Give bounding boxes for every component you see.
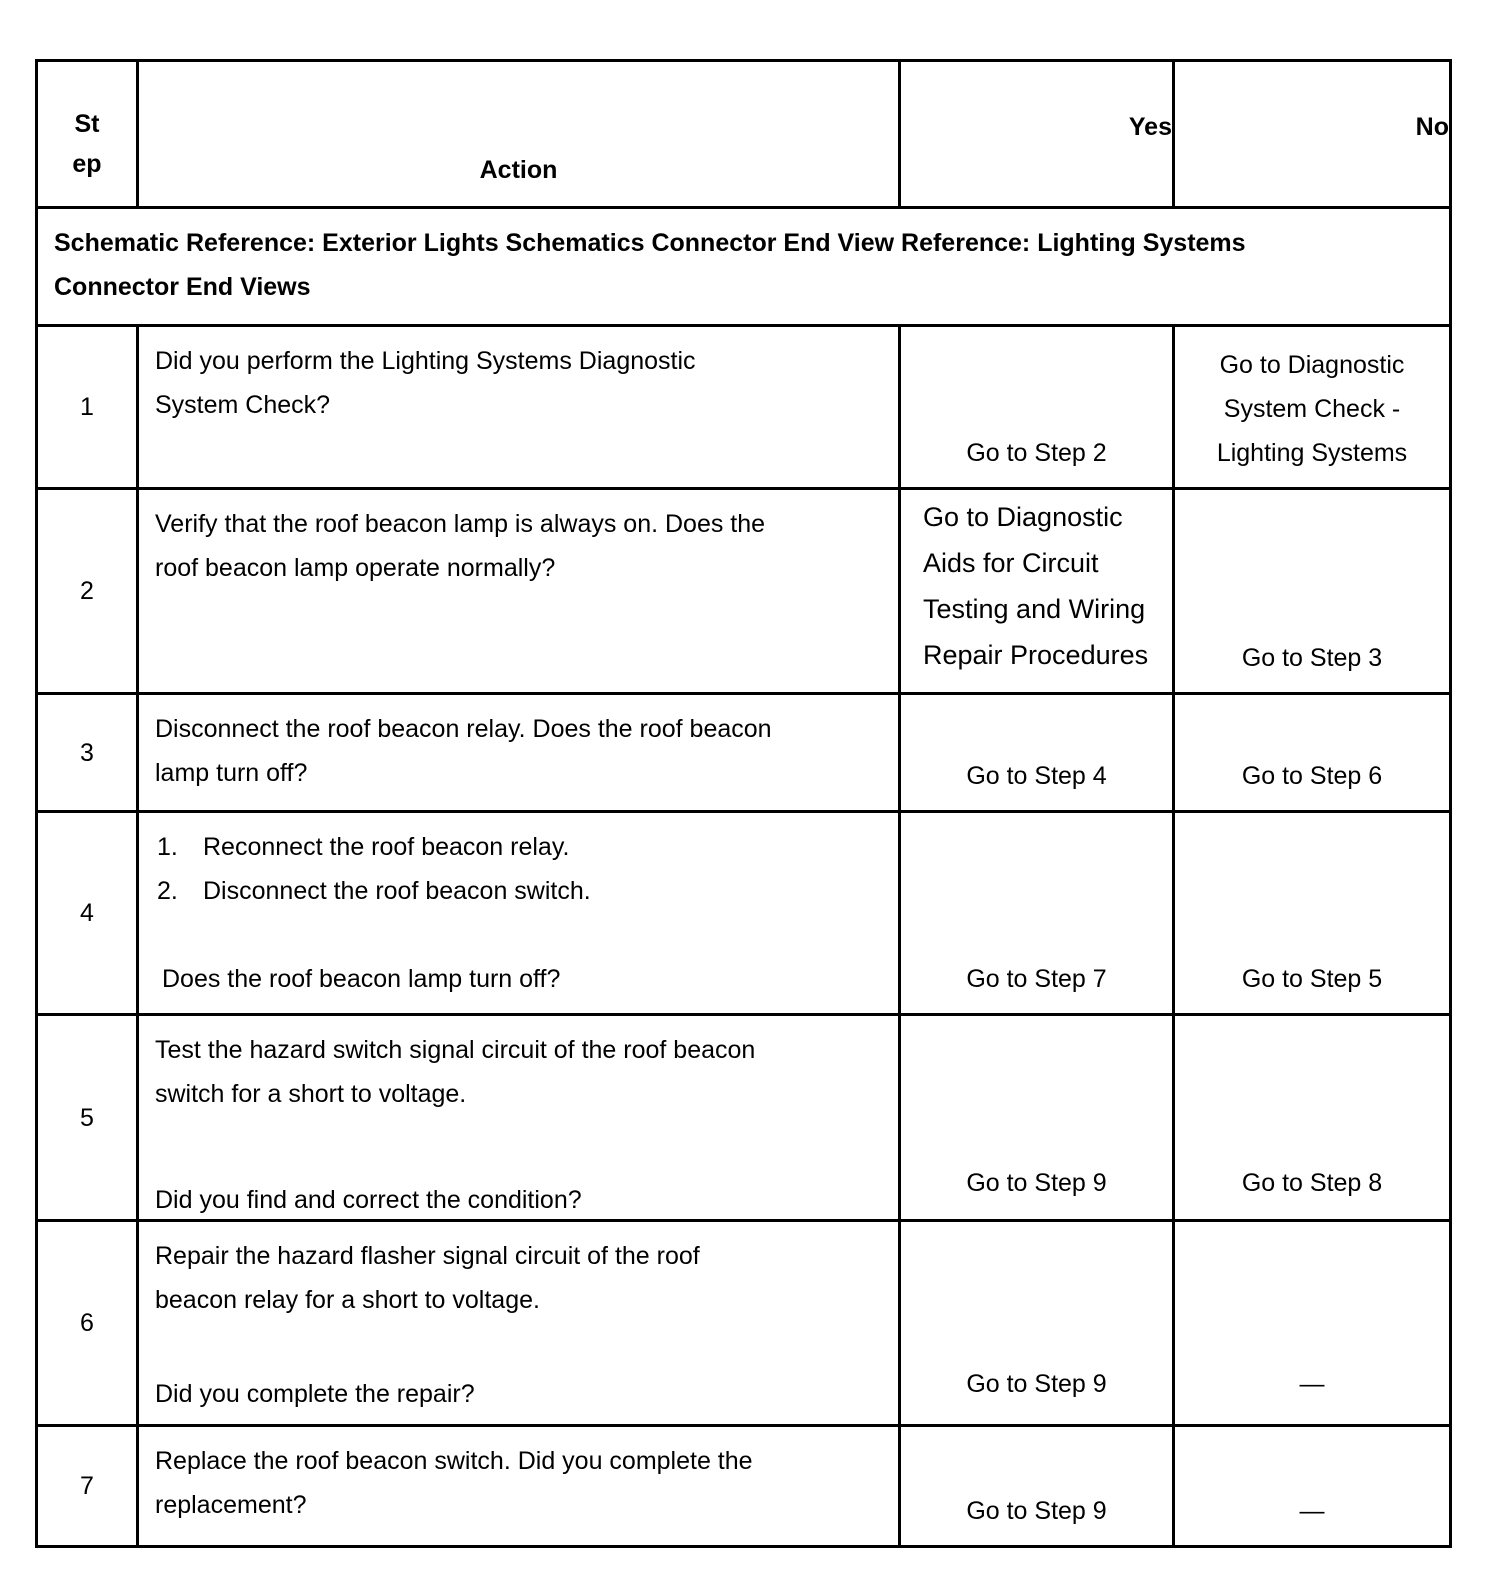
action-list-item xyxy=(155,825,882,869)
action-cell xyxy=(139,1222,901,1424)
yes-cell xyxy=(901,1222,1175,1424)
yes-cell xyxy=(901,490,1175,692)
table-row xyxy=(38,1016,1449,1222)
spacer xyxy=(155,1116,882,1178)
action-line: Disconnect the roof beacon relay. Does the roof beacon xyxy=(155,715,772,743)
table-header-row xyxy=(38,62,1449,209)
no-link-diagnostic-system-check[interactable]: Go to Diagnostic xyxy=(1219,351,1405,379)
action-line: Repair the hazard flasher signal circuit of the roof xyxy=(155,1242,700,1270)
action-cell xyxy=(139,813,901,1013)
spacer xyxy=(155,913,882,957)
yes-link-line[interactable]: Testing and Wiring xyxy=(923,594,1146,624)
list-number: 2. xyxy=(157,877,178,905)
no-cell xyxy=(1175,1427,1449,1545)
yes-cell xyxy=(901,1016,1175,1219)
yes-link-step-4[interactable]: Go to Step 4 xyxy=(966,762,1107,790)
action-line: Replace the roof beacon switch. Did you complete the xyxy=(155,1447,753,1475)
table-row xyxy=(38,490,1449,695)
action-line: Verify that the roof beacon lamp is always on. Does the xyxy=(155,510,766,538)
action-question: Does the roof beacon lamp turn off? xyxy=(162,965,561,993)
step-number: 1 xyxy=(38,327,139,487)
table-row xyxy=(38,1222,1449,1427)
step-number: 7 xyxy=(38,1427,139,1545)
action-cell xyxy=(139,1427,901,1545)
yes-link-diagnostic-aids[interactable]: Go to Diagnostic xyxy=(923,502,1123,532)
step-number: 3 xyxy=(38,695,139,810)
list-text: Reconnect the roof beacon relay. xyxy=(203,833,570,861)
no-cell xyxy=(1175,695,1449,810)
action-list-item xyxy=(155,869,882,913)
yes-link-step-9[interactable]: Go to Step 9 xyxy=(966,1370,1107,1398)
action-line: Did you perform the Lighting Systems Diagnostic xyxy=(155,347,696,375)
list-number: 1. xyxy=(157,833,178,861)
schematic-reference-row xyxy=(38,209,1449,327)
yes-link-line[interactable]: Aids for Circuit xyxy=(923,548,1099,578)
header-step-line1: St xyxy=(74,110,100,138)
no-dash: — xyxy=(1299,1497,1325,1525)
yes-link-step-9[interactable]: Go to Step 9 xyxy=(966,1169,1107,1197)
action-cell xyxy=(139,327,901,487)
header-step-line2: ep xyxy=(72,150,102,178)
table-row xyxy=(38,813,1449,1016)
yes-cell xyxy=(901,813,1175,1013)
yes-link-step-2[interactable]: Go to Step 2 xyxy=(966,439,1107,467)
header-action: Action xyxy=(139,62,901,206)
table-row xyxy=(38,1427,1449,1545)
header-step xyxy=(38,62,139,206)
table-row xyxy=(38,695,1449,813)
yes-cell xyxy=(901,695,1175,810)
no-link-step-5[interactable]: Go to Step 5 xyxy=(1241,965,1383,993)
no-dash: — xyxy=(1299,1370,1325,1398)
step-number: 5 xyxy=(38,1016,139,1219)
step-number: 6 xyxy=(38,1222,139,1424)
no-link-line[interactable]: System Check - xyxy=(1223,395,1401,423)
list-text: Disconnect the roof beacon switch. xyxy=(203,877,591,905)
no-link-step-8[interactable]: Go to Step 8 xyxy=(1241,1169,1383,1197)
no-link-step-3[interactable]: Go to Step 3 xyxy=(1241,644,1383,672)
no-cell xyxy=(1175,1222,1449,1424)
action-cell xyxy=(139,490,901,692)
no-cell xyxy=(1175,327,1449,487)
schematic-reference xyxy=(38,209,1262,324)
action-cell xyxy=(139,1016,901,1219)
yes-link-step-7[interactable]: Go to Step 7 xyxy=(966,965,1107,993)
schematic-reference-line1: Schematic Reference: Exterior Lights Schematics Connector End View Reference: Lighting Systems xyxy=(54,229,1246,257)
yes-cell xyxy=(901,1427,1175,1545)
action-line: Test the hazard switch signal circuit of the roof beacon xyxy=(155,1036,756,1064)
schematic-reference-line2: Connector End Views xyxy=(54,273,311,301)
action-line: lamp turn off? xyxy=(155,759,308,787)
action-line: beacon relay for a short to voltage. xyxy=(155,1286,540,1314)
action-line: switch for a short to voltage. xyxy=(155,1080,467,1108)
yes-link-step-9[interactable]: Go to Step 9 xyxy=(966,1497,1107,1525)
no-cell xyxy=(1175,813,1449,1013)
header-yes: Yes xyxy=(901,62,1175,206)
action-line: replacement? xyxy=(155,1491,307,1519)
action-question: Did you find and correct the condition? xyxy=(155,1186,582,1214)
no-link-line[interactable]: Lighting Systems xyxy=(1216,439,1408,467)
step-number: 2 xyxy=(38,490,139,692)
yes-cell xyxy=(901,327,1175,487)
diagnostic-table xyxy=(35,59,1452,1548)
action-cell xyxy=(139,695,901,810)
no-cell xyxy=(1175,1016,1449,1219)
header-no: No xyxy=(1415,113,1449,141)
yes-link-line[interactable]: Repair Procedures xyxy=(923,640,1149,670)
action-line: roof beacon lamp operate normally? xyxy=(155,554,556,582)
table-row xyxy=(38,327,1449,490)
step-number: 4 xyxy=(38,813,139,1013)
no-link-step-6[interactable]: Go to Step 6 xyxy=(1241,762,1383,790)
no-cell xyxy=(1175,490,1449,692)
spacer xyxy=(155,1322,882,1372)
action-question: Did you complete the repair? xyxy=(155,1380,475,1408)
action-line: System Check? xyxy=(155,391,331,419)
